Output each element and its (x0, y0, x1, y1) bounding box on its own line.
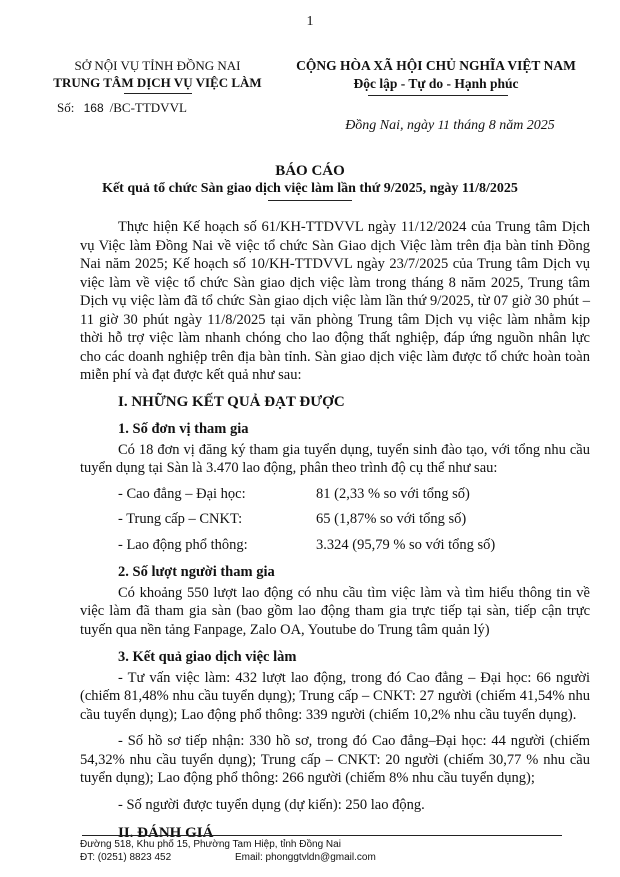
stat-row (80, 510, 590, 529)
number-suffix: /BC-TTDVVL (109, 100, 187, 115)
number-value: 168 (83, 101, 104, 115)
subsection-1-heading: 1. Số đơn vị tham gia (118, 421, 249, 437)
applications-paragraph: - Số hồ sơ tiếp nhận: 330 hồ sơ, trong đó Cao đẳng–Đại học: 44 người (chiếm 54,32% nhu cầu tuyển dụng); Trung cấp – CNKT: 20 người (chiếm 30,77 % nhu cầu tuyển dụng); Lao động phổ thông: 266 người (chiếm 8% nhu cầu tuyển dụng); (80, 733, 590, 786)
national-motto: Độc lập - Tự do - Hạnh phúc (353, 76, 519, 91)
date-month: 8 (488, 118, 496, 133)
stat-row (80, 485, 590, 504)
date-year: năm 2025 (499, 118, 555, 133)
page-number: 1 (306, 14, 314, 29)
subsection-2-text: Có khoảng 550 lượt lao động có nhu cầu tìm việc làm và tìm hiểu thông tin về việc làm đã tham gia sàn (bao gồm lao động tham gia trực tiếp tại sàn, tiếp cận trực tuyến qua nền tảng Fanpage, Zalo OA, Youtube do Trung tâm quản lý) (80, 584, 590, 638)
agency-parent: SỞ NỘI VỤ TỈNH ĐỒNG NAI (74, 58, 241, 73)
stat-value: 81 (2,33 % so với tổng số) (316, 485, 470, 502)
title-underline (268, 200, 352, 201)
date-month-label: tháng (453, 118, 486, 133)
subsection-2-heading: 2. Số lượt người tham gia (118, 564, 275, 580)
document-date (300, 117, 600, 134)
recruited-paragraph: - Số người được tuyển dụng (dự kiến): 250 lao động. (118, 796, 425, 813)
stat-value: 65 (1,87% so với tổng số) (316, 511, 467, 527)
number-label: Số: (57, 100, 75, 115)
footer-divider (82, 835, 562, 836)
date-day: 11 (437, 117, 450, 132)
report-title: BÁO CÁO (275, 163, 345, 179)
consulting-paragraph: - Tư vấn việc làm: 432 lượt lao động, trong đó Cao đẳng – Đại học: 66 người (chiếm 81,48% nhu cầu tuyển dụng); Trung cấp – CNKT: 27 người (chiếm 41,54% nhu cầu tuyển dụng); Lao động phổ thông: 339 người (chiếm 10,2% nhu cầu tuyển dụng). (80, 669, 590, 723)
agency-name: TRUNG TÂM DỊCH VỤ VIỆC LÀM (53, 75, 262, 90)
national-title: CỘNG HÒA XÃ HỘI CHỦ NGHĨA VIỆT NAM (296, 58, 576, 73)
section-1-heading: I. NHỮNG KẾT QUẢ ĐẠT ĐƯỢC (118, 393, 345, 410)
subsection-3-heading: 3. Kết quả giao dịch việc làm (118, 649, 297, 665)
report-body (80, 218, 590, 843)
subsection-1-text: Có 18 đơn vị đăng ký tham gia tuyển dụng, tuyển sinh đào tạo, với tổng nhu cầu tuyển dụng tại Sàn là 3.470 lao động, phân theo trình độ cụ thể như sau: (80, 441, 590, 476)
footer-address: Đường 518, Khu phố 15, Phường Tam Hiệp, tỉnh Đồng Nai (80, 839, 341, 850)
section-2-heading: II. ĐÁNH GIÁ (118, 825, 214, 841)
report-subtitle: Kết quả tổ chức Sàn giao dịch việc làm lần thứ 9/2025, ngày 11/8/2025 (102, 181, 518, 196)
stat-label: - Cao đẳng – Đại học: (118, 485, 246, 502)
footer (80, 838, 376, 864)
intro-paragraph: Thực hiện Kế hoạch số 61/KH-TTDVVL ngày 11/12/2024 của Trung tâm Dịch vụ Việc làm Đồng Nai về việc tổ chức Sàn Giao dịch Việc làm trên địa bàn tỉnh Đồng Nai năm 2025; Kế hoạch số 10/KH-TTDVVL ngày 23/7/2025 của Trung tâm Dịch vụ việc làm về việc tổ chức Sàn giao dịch việc làm trong tháng 8 năm 2025, Trung tâm Dịch vụ việc làm đã tổ chức Sàn giao dịch việc làm lần thứ 9/2025, từ 07 giờ 30 phút – 11 giờ 30 phút ngày 11/8/2025 tại văn phòng Trung tâm Dịch vụ việc làm nhằm kịp thời hỗ trợ việc làm nhanh chóng cho lao động thất nghiệp, đáp ứng nguồn nhân lực cho các doanh nghiệp trên địa bàn tỉnh. Sàn giao dịch việc làm được tổ chức hoàn toàn miễn phí và đạt được kết quả như sau: (80, 219, 590, 383)
document-number (57, 100, 187, 116)
stat-label: - Trung cấp – CNKT: (118, 511, 243, 527)
motto-underline (368, 95, 508, 96)
stat-row (80, 536, 590, 555)
stat-value: 3.324 (95,79 % so với tổng số) (316, 536, 496, 553)
date-prefix: Đồng Nai, ngày (345, 118, 435, 133)
footer-phone: ĐT: (0251) 8823 452 (80, 852, 172, 863)
stat-label: - Lao động phổ thông: (118, 536, 248, 553)
agency-underline (124, 93, 192, 94)
footer-email: Email: phonggtvldn@gmail.com (235, 852, 376, 863)
